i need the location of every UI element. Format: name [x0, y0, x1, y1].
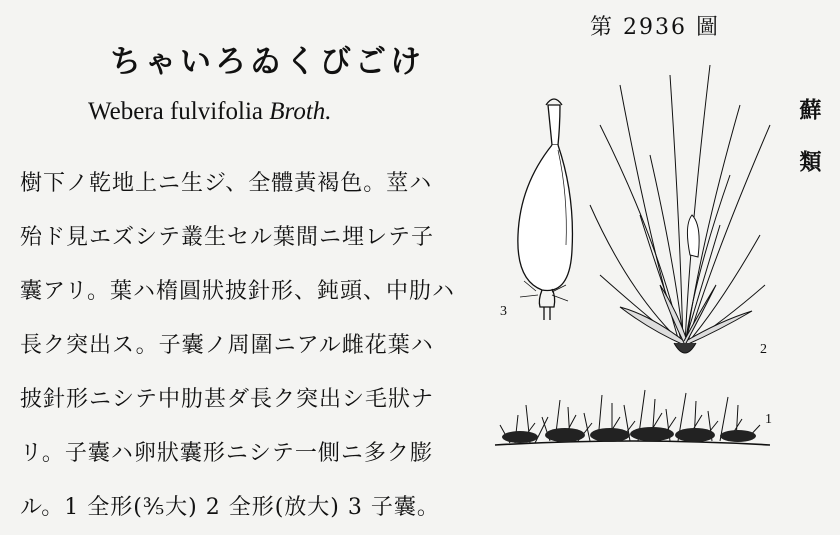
description-line: 囊アリ。葉ハ楕圓狀披針形、鈍頭、中肋ハ	[20, 279, 456, 304]
description-line: リ。子囊ハ卵狀囊形ニシテ一側ニ多ク膨	[20, 441, 433, 466]
description-line: 殆ド見エズシテ叢生セル葉間ニ埋レテ子	[20, 225, 435, 250]
moss-illustration	[480, 45, 780, 485]
scientific-name	[88, 98, 332, 126]
description-line: 長ク突出ス。子囊ノ周圍ニアル雌花葉ハ	[20, 333, 434, 358]
description	[20, 157, 470, 535]
plant-drawing	[590, 65, 770, 353]
category-label: 蘚類	[796, 98, 822, 202]
figure-number: 第 2936 圖	[590, 15, 720, 40]
description-line: ル。1 全形(⅗大) 2 全形(放大) 3 子囊。	[20, 495, 440, 520]
figure-label-3: 3	[500, 304, 507, 319]
description-line: 樹下ノ乾地上ニ生ジ、全體黃褐色。莖ハ	[20, 171, 433, 196]
scientific-name-author: Broth.	[269, 98, 332, 125]
scientific-name-species: Webera fulvifolia	[88, 98, 263, 125]
figure-label-2: 2	[760, 342, 767, 357]
japanese-title: ちゃいろゐくびごけ	[110, 44, 425, 80]
description-line: 披針形ニシテ中肋甚ダ長ク突出シ毛狀ナ	[20, 387, 435, 412]
colony-drawing	[495, 390, 770, 445]
capsule-drawing	[518, 99, 573, 320]
figure-label-1: 1	[765, 412, 772, 427]
